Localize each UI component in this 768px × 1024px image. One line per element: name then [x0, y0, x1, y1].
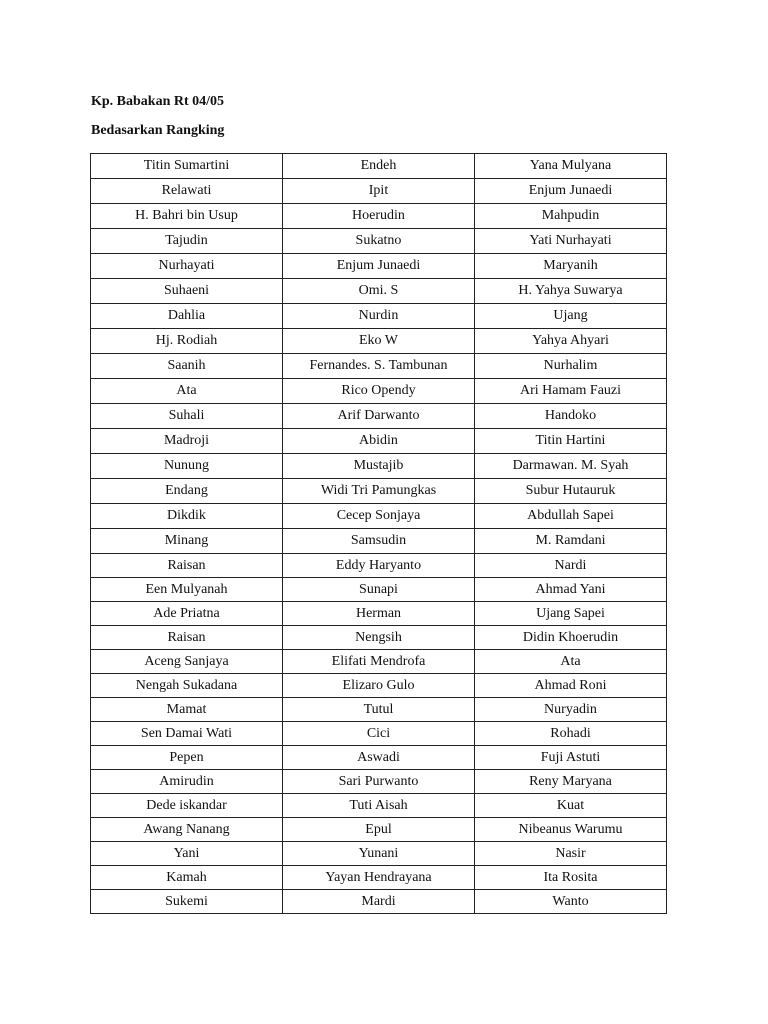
table-cell: Dikdik: [91, 504, 283, 529]
table-cell: Sen Damai Wati: [91, 722, 283, 746]
table-cell: Mamat: [91, 698, 283, 722]
table-cell: Mustajib: [283, 454, 475, 479]
table-cell: Titin Hartini: [475, 429, 667, 454]
table-cell: Ahmad Yani: [475, 578, 667, 602]
table-cell: Epul: [283, 818, 475, 842]
table-row: [91, 154, 667, 179]
table-cell: Widi Tri Pamungkas: [283, 479, 475, 504]
table-cell: Elifati Mendrofa: [283, 650, 475, 674]
table-row: [91, 770, 667, 794]
table-cell: Samsudin: [283, 529, 475, 554]
table-cell: Awang Nanang: [91, 818, 283, 842]
table-cell: Dede iskandar: [91, 794, 283, 818]
table-row: [91, 404, 667, 429]
table-row: [91, 626, 667, 650]
table-row: [91, 479, 667, 504]
table-cell: Nurhalim: [475, 354, 667, 379]
table-cell: Dahlia: [91, 304, 283, 329]
table-cell: Pepen: [91, 746, 283, 770]
table-cell: Sukatno: [283, 229, 475, 254]
table-cell: Yunani: [283, 842, 475, 866]
table-cell: Nurhayati: [91, 254, 283, 279]
table-cell: Sukemi: [91, 890, 283, 914]
table-cell: Yani: [91, 842, 283, 866]
table-cell: Enjum Junaedi: [283, 254, 475, 279]
table-row: [91, 504, 667, 529]
table-row: [91, 602, 667, 626]
document-title: Kp. Babakan Rt 04/05: [91, 94, 225, 109]
table-cell: Abdullah Sapei: [475, 504, 667, 529]
table-cell: Enjum Junaedi: [475, 179, 667, 204]
table-cell: Tutul: [283, 698, 475, 722]
table-cell: Sari Purwanto: [283, 770, 475, 794]
table-cell: Nunung: [91, 454, 283, 479]
table-cell: Kamah: [91, 866, 283, 890]
table-cell: Cecep Sonjaya: [283, 504, 475, 529]
table-row: [91, 794, 667, 818]
table-cell: Endeh: [283, 154, 475, 179]
table-row: [91, 578, 667, 602]
name-table: [90, 153, 667, 914]
table-cell: Abidin: [283, 429, 475, 454]
table-cell: Herman: [283, 602, 475, 626]
table-cell: Titin Sumartini: [91, 154, 283, 179]
table-cell: H. Bahri bin Usup: [91, 204, 283, 229]
table-cell: Sunapi: [283, 578, 475, 602]
table-row: [91, 204, 667, 229]
table-cell: Tajudin: [91, 229, 283, 254]
table-row: [91, 379, 667, 404]
table-cell: Ade Priatna: [91, 602, 283, 626]
table-row: [91, 454, 667, 479]
table-row: [91, 529, 667, 554]
table-cell: Een Mulyanah: [91, 578, 283, 602]
table-row: [91, 304, 667, 329]
table-cell: H. Yahya Suwarya: [475, 279, 667, 304]
table-cell: Aswadi: [283, 746, 475, 770]
table-row: [91, 329, 667, 354]
table-cell: Rohadi: [475, 722, 667, 746]
table-row: [91, 698, 667, 722]
table-cell: Cici: [283, 722, 475, 746]
table-cell: Nengsih: [283, 626, 475, 650]
table-cell: Kuat: [475, 794, 667, 818]
table-row: [91, 554, 667, 578]
table-row: [91, 650, 667, 674]
document-subtitle: Bedasarkan Rangking: [91, 123, 225, 138]
table-cell: Reny Maryana: [475, 770, 667, 794]
table-cell: Fernandes. S. Tambunan: [283, 354, 475, 379]
table-cell: Eddy Haryanto: [283, 554, 475, 578]
table-cell: Ipit: [283, 179, 475, 204]
table-row: [91, 890, 667, 914]
table-cell: Rico Opendy: [283, 379, 475, 404]
table-cell: Saanih: [91, 354, 283, 379]
table-cell: Nuryadin: [475, 698, 667, 722]
table-row: [91, 254, 667, 279]
table-cell: Handoko: [475, 404, 667, 429]
table-cell: Yahya Ahyari: [475, 329, 667, 354]
table-cell: Hj. Rodiah: [91, 329, 283, 354]
table-cell: Aceng Sanjaya: [91, 650, 283, 674]
table-cell: Nengah Sukadana: [91, 674, 283, 698]
table-cell: Suhaeni: [91, 279, 283, 304]
table-cell: Mardi: [283, 890, 475, 914]
table-cell: Hoerudin: [283, 204, 475, 229]
table-row: [91, 279, 667, 304]
table-cell: Elizaro Gulo: [283, 674, 475, 698]
table-row: [91, 842, 667, 866]
table-cell: Nasir: [475, 842, 667, 866]
table-cell: Suhali: [91, 404, 283, 429]
table-cell: Fuji Astuti: [475, 746, 667, 770]
table-cell: Eko W: [283, 329, 475, 354]
table-cell: Ita Rosita: [475, 866, 667, 890]
table-cell: Minang: [91, 529, 283, 554]
table-cell: Maryanih: [475, 254, 667, 279]
table-cell: Nurdin: [283, 304, 475, 329]
table-cell: Wanto: [475, 890, 667, 914]
table-cell: Didin Khoerudin: [475, 626, 667, 650]
table-row: [91, 354, 667, 379]
table-cell: Tuti Aisah: [283, 794, 475, 818]
table-row: [91, 818, 667, 842]
table-cell: Ujang Sapei: [475, 602, 667, 626]
table-cell: Ahmad Roni: [475, 674, 667, 698]
table-cell: Subur Hutauruk: [475, 479, 667, 504]
table-row: [91, 674, 667, 698]
table-cell: Ata: [91, 379, 283, 404]
table-cell: Ata: [475, 650, 667, 674]
table-row: [91, 179, 667, 204]
table-cell: M. Ramdani: [475, 529, 667, 554]
table-cell: Nardi: [475, 554, 667, 578]
table-cell: Endang: [91, 479, 283, 504]
table-cell: Raisan: [91, 554, 283, 578]
table-cell: Ari Hamam Fauzi: [475, 379, 667, 404]
table-row: [91, 429, 667, 454]
table-cell: Ujang: [475, 304, 667, 329]
table-cell: Raisan: [91, 626, 283, 650]
name-table-body: [91, 154, 667, 914]
table-cell: Mahpudin: [475, 204, 667, 229]
table-cell: Nibeanus Warumu: [475, 818, 667, 842]
table-row: [91, 229, 667, 254]
table-cell: Relawati: [91, 179, 283, 204]
table-cell: Yayan Hendrayana: [283, 866, 475, 890]
table-row: [91, 866, 667, 890]
table-cell: Amirudin: [91, 770, 283, 794]
table-cell: Yati Nurhayati: [475, 229, 667, 254]
table-cell: Yana Mulyana: [475, 154, 667, 179]
table-cell: Darmawan. M. Syah: [475, 454, 667, 479]
table-cell: Omi. S: [283, 279, 475, 304]
table-row: [91, 722, 667, 746]
table-cell: Arif Darwanto: [283, 404, 475, 429]
table-cell: Madroji: [91, 429, 283, 454]
table-row: [91, 746, 667, 770]
